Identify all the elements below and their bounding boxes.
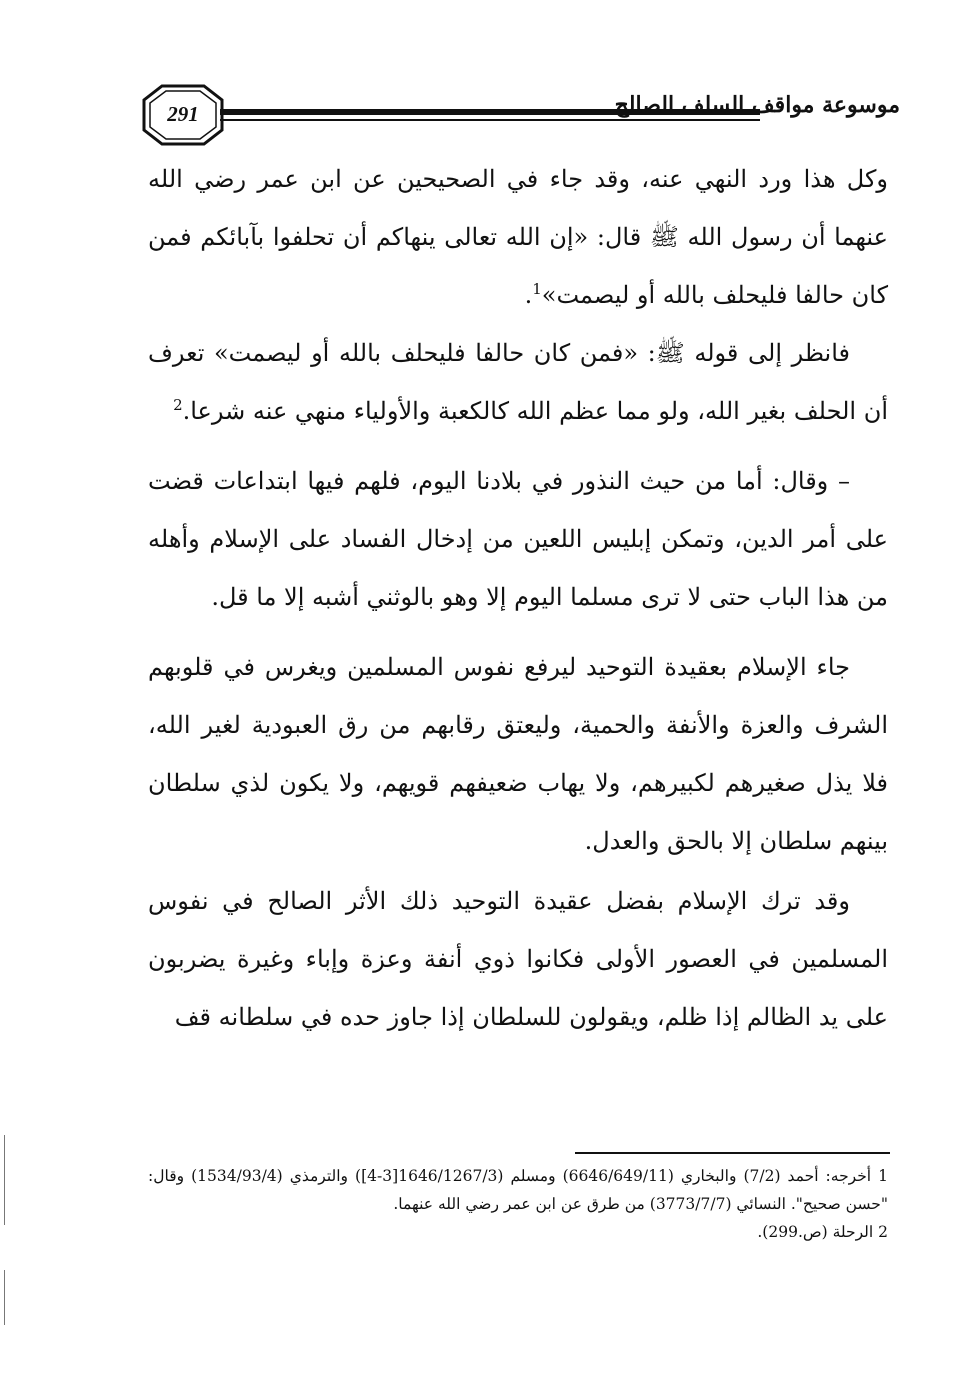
footnote-ref-2: 2 — [173, 396, 183, 414]
paragraph-1-text: وكل هذا ورد النهي عنه، وقد جاء في الصحيحين عن ابن عمر رضي الله عنهما أن رسول الله ﷺ قال: «إن الله تعالى ينهاكم أن تحلفوا بآبائكم فمن كان حالفا فليحلف بالله أو ليصمت» — [148, 165, 888, 309]
page-number-badge — [140, 82, 226, 148]
paragraph-4: جاء الإسلام بعقيدة التوحيد ليرفع نفوس المسلمين ويغرس في قلوبهم الشرف والعزة والأنفة والحمية، وليعتق رقابهم من رق العبودية لغير الله، فلا يذل صغيرهم لكبيرهم، ولا يهاب ضعيفهم قويهم، ولا يكون لذي سلطان بينهم سلطان إلا بالحق والعدل. — [148, 653, 888, 855]
paragraph-2 — [148, 324, 888, 440]
footnotes — [148, 1162, 888, 1246]
paragraph-5: وقد ترك الإسلام بفضل عقيدة التوحيد ذلك الأثر الصالح في نفوس المسلمين في العصور الأولى فكانوا ذوي أنفة وعزة وإباء وغيرة يضربون على يد الظالم إذا ظلم، ويقولون للسلطان إذا جاوز حده في سلطانه قف — [148, 887, 888, 1031]
paragraph-2-text: فانظر إلى قوله ﷺ: «فمن كان حالفا فليحلف بالله أو ليصمت» تعرف أن الحلف بغير الله، ولو مما عظم الله كالكعبة والأولياء منهي عنه شرعا. — [148, 339, 888, 425]
main-text — [148, 150, 888, 1046]
footnote-separator — [575, 1152, 890, 1154]
paragraph-1-end: . — [524, 281, 533, 309]
paragraph-3: – وقال: أما من حيث النذور في بلادنا اليوم، فلهم فيها ابتداعات قضت على أمر الدين، وتمكن إبليس اللعين من إدخال الفساد على الإسلام وأهله من هذا الباب حتى لا ترى مسلما اليوم إلا وهو بالوثني أشبه إلا ما قل. — [148, 467, 888, 611]
paragraph-1 — [148, 150, 888, 324]
scan-edge-mark — [4, 1270, 5, 1325]
header-rule-thin — [220, 119, 760, 121]
page-header — [140, 82, 900, 152]
footnote-1: 1 أخرجه: أحمد (7/2) والبخاري (6646/649/11) ومسلم (1646/1267/3[3-4]) والترمذي (1534/93/4) وقال: "حسن صحيح". النسائي (3773/7/7) من طرق عن ابن عمر رضي الله عنهما. — [148, 1167, 888, 1213]
footnote-2: 2 الرحلة (ص.299). — [757, 1223, 888, 1241]
scan-edge-mark — [4, 1135, 5, 1225]
book-title: موسوعة مواقف السلف الصالح — [614, 92, 900, 118]
footnote-ref-1: 1 — [532, 280, 542, 298]
page-number: 291 — [167, 102, 199, 126]
